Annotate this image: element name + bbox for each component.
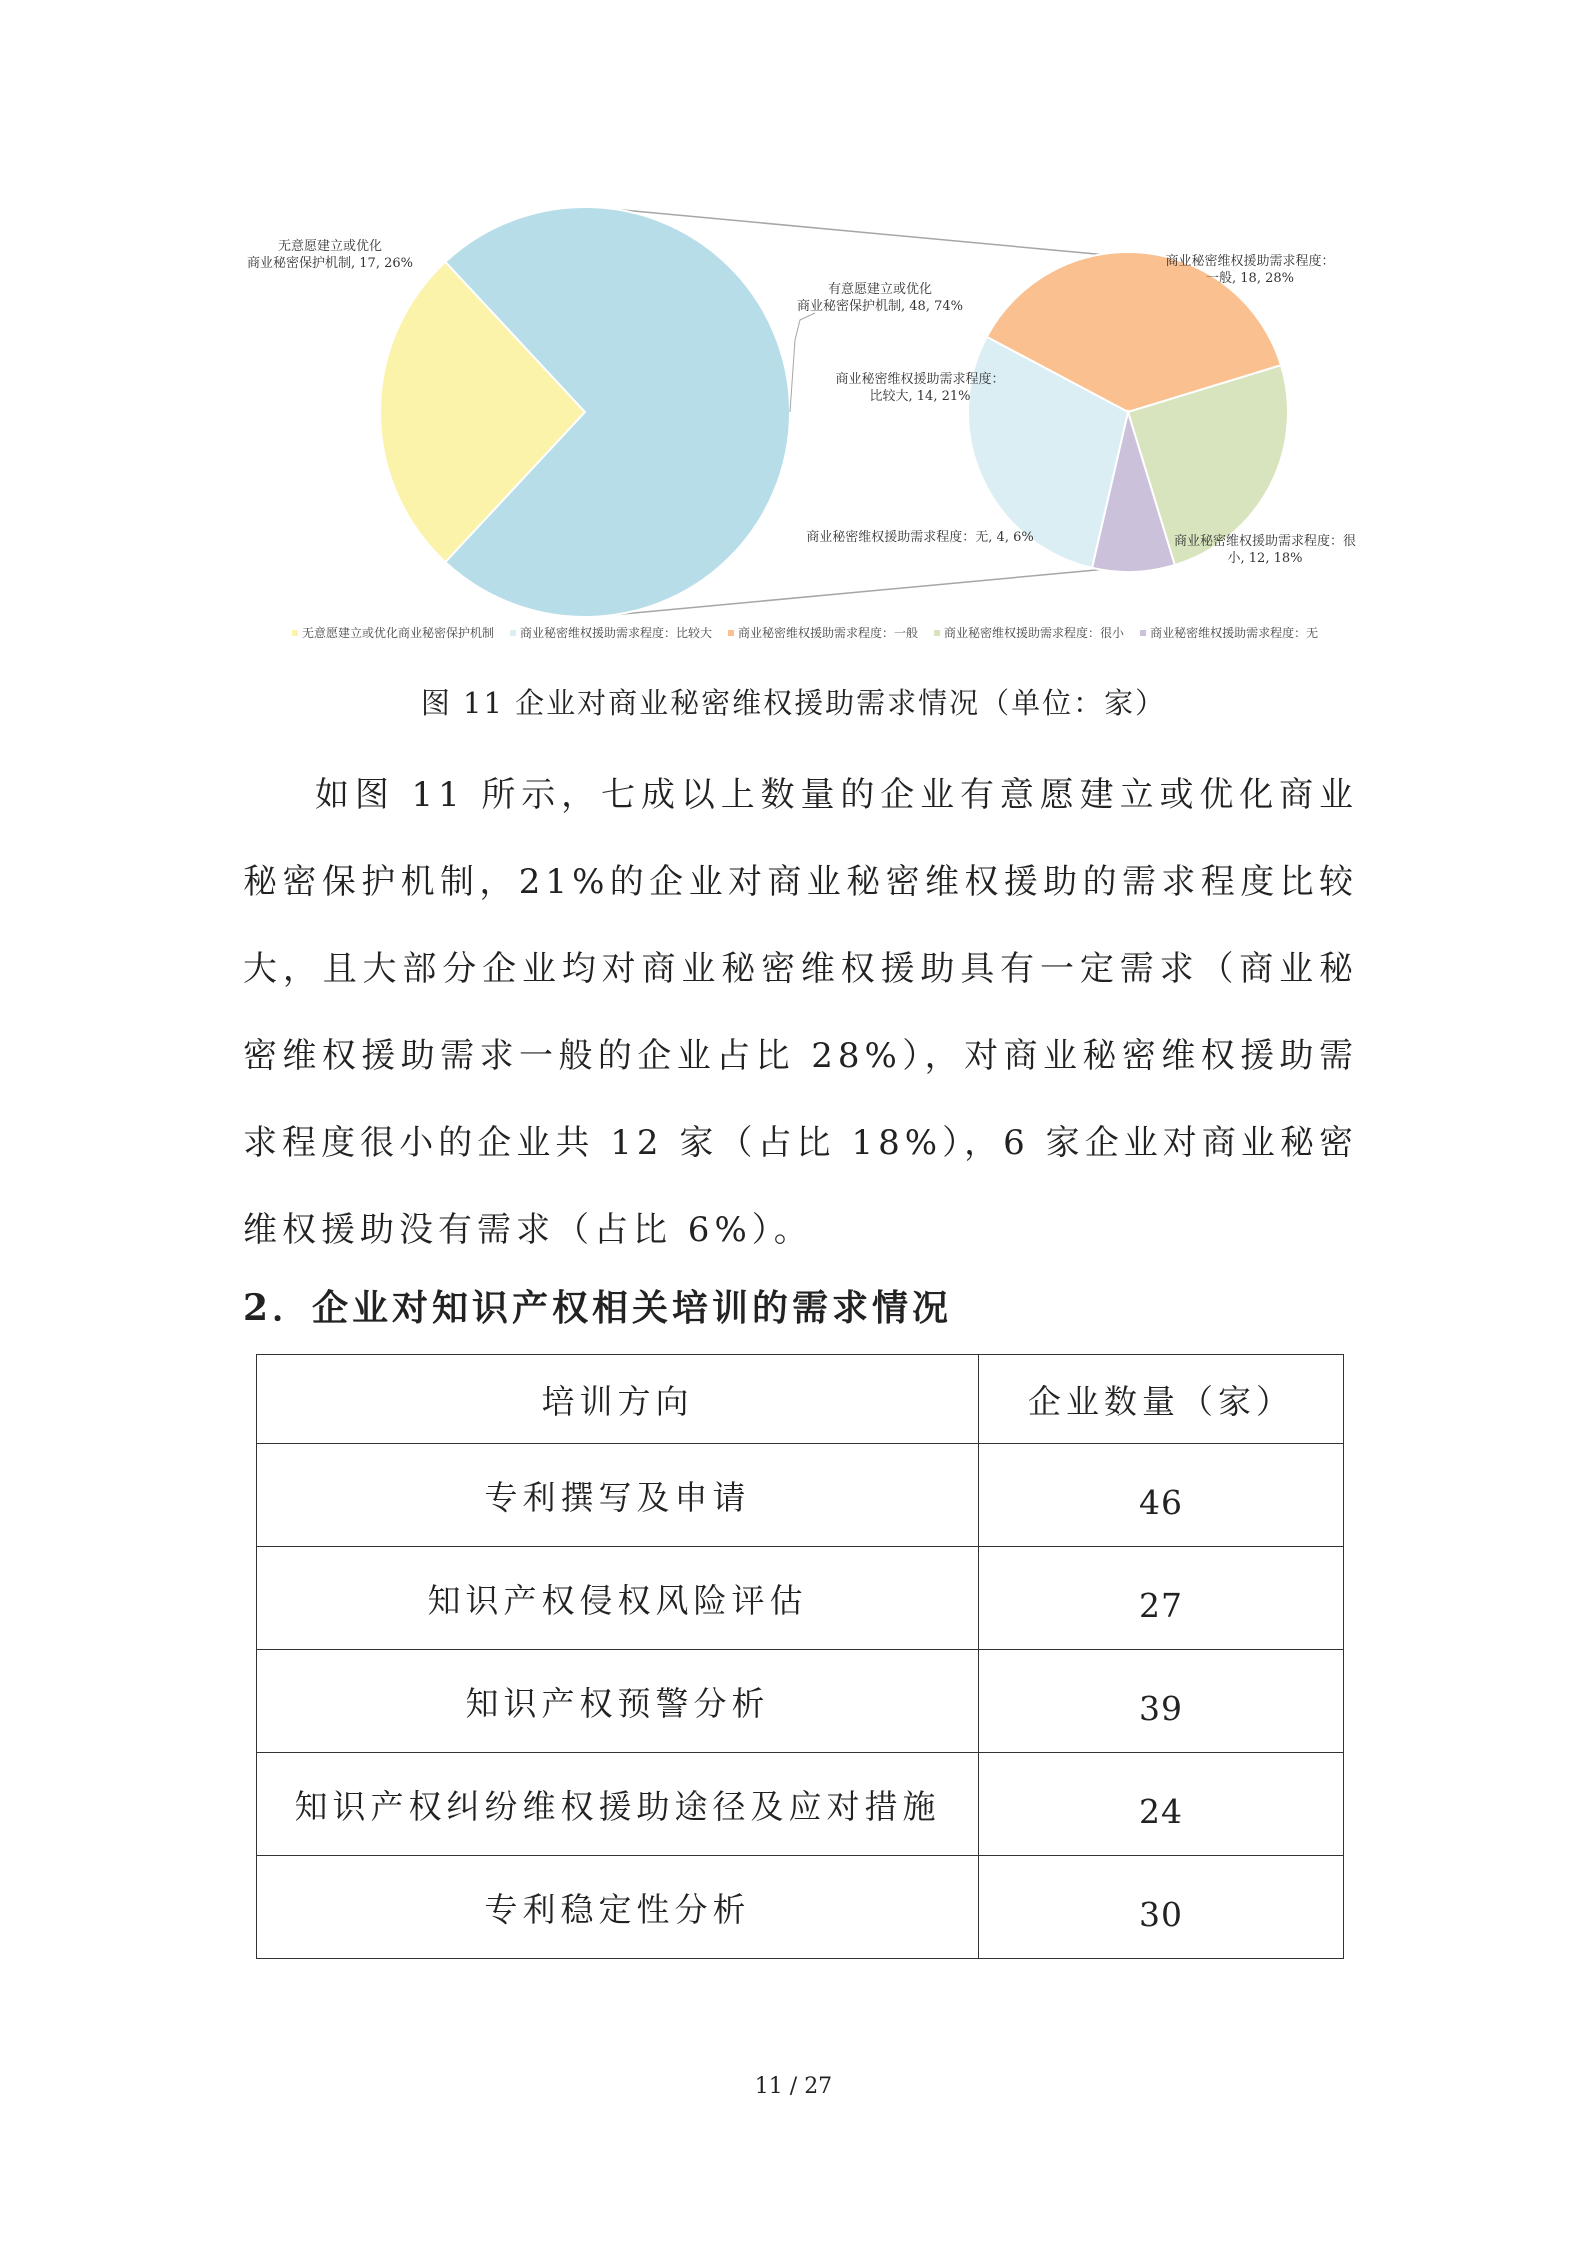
table-row <box>257 1444 1344 1547</box>
secondary-slice-label-1: 商业秘密维权援助需求程度：一般, 18, 28% <box>1165 254 1335 286</box>
legend-label-5: 商业秘密维权援助需求程度：无 <box>1150 626 1319 640</box>
table-row <box>257 1547 1344 1650</box>
column-header-count: 企业数量（家） <box>979 1355 1344 1444</box>
training-direction-cell: 知识产权侵权风险评估 <box>257 1547 979 1650</box>
secondary-slice-label-2: 商业秘密维权援助需求程度：很小, 12, 18% <box>1173 534 1357 566</box>
secondary-pie <box>968 252 1288 572</box>
label-leader-line <box>790 313 815 412</box>
company-count-cell: 24 <box>979 1753 1344 1856</box>
table-row <box>257 1753 1344 1856</box>
main-slice-label-1: 无意愿建立或优化商业秘密保护机制, 17, 26% <box>247 239 413 271</box>
secondary-slice-label-4: 商业秘密维权援助需求程度：比较大, 14, 21% <box>835 372 1005 404</box>
page-number: 11 / 27 <box>754 2074 833 2099</box>
main-pie <box>380 207 790 617</box>
figure-caption: 图 11 企业对商业秘密维权援助需求情况（单位：家） <box>420 686 1167 720</box>
legend-swatch-5 <box>1140 630 1146 636</box>
pie-of-pie-chart <box>0 0 1587 660</box>
legend-swatch-4 <box>934 630 940 636</box>
training-direction-cell: 知识产权纠纷维权援助途径及应对措施 <box>257 1753 979 1856</box>
legend-label-1: 无意愿建立或优化商业秘密保护机制 <box>302 626 495 640</box>
legend-swatch-1 <box>292 630 298 636</box>
training-demand-table <box>256 1354 1344 1959</box>
training-direction-cell: 知识产权预警分析 <box>257 1650 979 1753</box>
legend-label-4: 商业秘密维权援助需求程度：很小 <box>944 626 1125 640</box>
legend-label-3: 商业秘密维权援助需求程度：一般 <box>738 626 919 640</box>
chart-legend <box>292 625 1318 640</box>
training-direction-cell: 专利稳定性分析 <box>257 1856 979 1959</box>
table-header-row <box>257 1355 1344 1444</box>
training-direction-cell: 专利撰写及申请 <box>257 1444 979 1547</box>
column-header-direction: 培训方向 <box>257 1355 979 1444</box>
legend-label-2: 商业秘密维权援助需求程度：比较大 <box>520 626 713 640</box>
company-count-cell: 27 <box>979 1547 1344 1650</box>
table-row <box>257 1650 1344 1753</box>
company-count-cell: 39 <box>979 1650 1344 1753</box>
table-row <box>257 1856 1344 1959</box>
legend-swatch-2 <box>510 630 516 636</box>
legend-swatch-3 <box>728 630 734 636</box>
body-paragraph: 如图 11 所示，七成以上数量的企业有意愿建立或优化商业秘密保护机制，21%的企业对商业秘密维权援助的需求程度比较大，且大部分企业均对商业秘密维权援助具有一定需求（商业秘密维权援助需求一般的企业占比 28%），对商业秘密维权援助需求程度很小的企业共 12 家（占比 18%），6 家企业对商业秘密维权援助没有需求（占比 6%）。 <box>243 775 1358 1250</box>
secondary-slice-label-3: 商业秘密维权援助需求程度：无, 4, 6% <box>806 530 1034 545</box>
company-count-cell: 46 <box>979 1444 1344 1547</box>
company-count-cell: 30 <box>979 1856 1344 1959</box>
section-heading: 2．企业对知识产权相关培训的需求情况 <box>243 1287 953 1329</box>
main-slice-label-2: 有意愿建立或优化商业秘密保护机制, 48, 74% <box>797 282 963 314</box>
